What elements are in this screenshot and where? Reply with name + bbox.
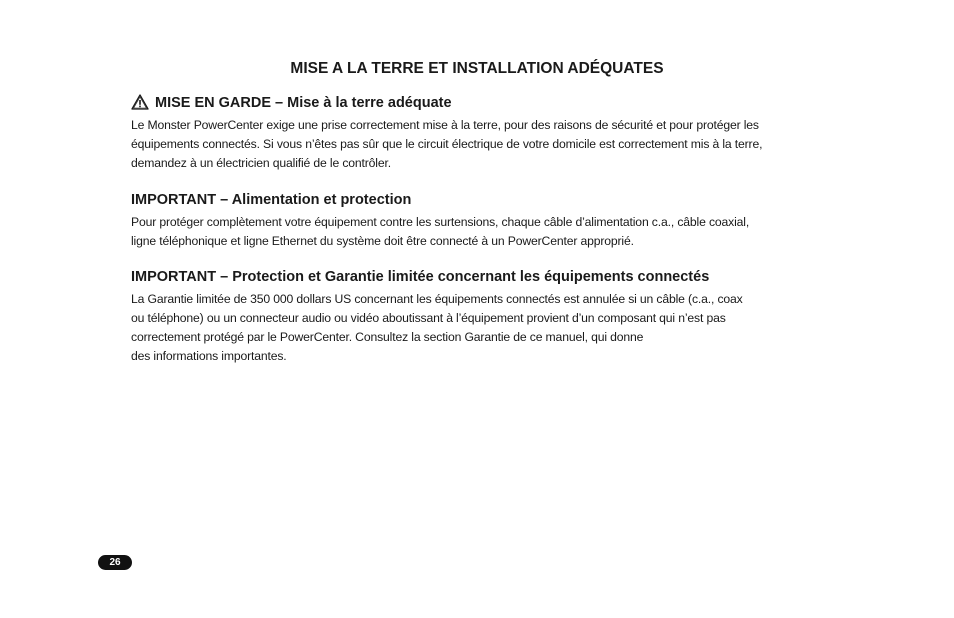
section-power-protection [131,192,831,251]
section-warranty-protection [131,269,831,366]
section-heading-text: MISE EN GARDE – Mise à la terre adéquate [155,95,452,111]
section-heading: IMPORTANT – Protection et Garantie limitée concernant les équipements connectés [131,269,710,285]
body-line: La Garantie limitée de 350 000 dollars US concernant les équipements connectés est annulée si un câble (c.a., coax [131,292,743,306]
page-number-badge: 26 [98,555,132,570]
section-ground-warning [131,95,831,173]
section-heading [131,95,831,111]
body-line: correctement protégé par le PowerCenter. Consultez la section Garantie de ce manuel, qui donne [131,330,644,344]
warning-triangle-icon [131,94,149,110]
section-body [131,290,831,366]
body-line: des informations importantes. [131,349,287,363]
page-title: MISE A LA TERRE ET INSTALLATION ADÉQUATES [290,60,664,77]
section-heading: IMPORTANT – Alimentation et protection [131,192,412,208]
body-line: ou téléphone) ou un connecteur audio ou vidéo aboutissant à l’équipement provient d’un composant qui n’est pas [131,311,726,325]
body-line: Le Monster PowerCenter exige une prise correctement mise à la terre, pour des raisons de sécurité et pour protéger les [131,118,759,132]
body-line: demandez à un électricien qualifié de le contrôler. [131,156,391,170]
section-body [131,213,831,251]
body-line: ligne téléphonique et ligne Ethernet du système doit être connecté à un PowerCenter approprié. [131,234,634,248]
body-line: Pour protéger complètement votre équipement contre les surtensions, chaque câble d’alimentation c.a., câble coaxial, [131,215,750,229]
body-line: équipements connectés. Si vous n’êtes pas sûr que le circuit électrique de votre domicile est correctement mis à la terre, [131,137,763,151]
section-body [131,116,831,173]
